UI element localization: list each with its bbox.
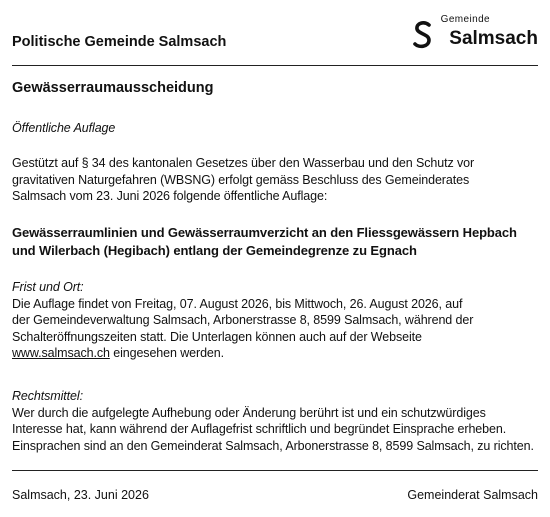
intro-line: Gestützt auf § 34 des kantonalen Gesetzes über den Wasserbau und den Schutz vor xyxy=(12,156,475,170)
frist-line xyxy=(12,345,538,362)
intro-line: Salmsach vom 23. Juni 2026 folgende öffentliche Auflage: xyxy=(12,189,328,203)
intro-paragraph xyxy=(12,155,538,205)
rechtsmittel-heading: Rechtsmittel: xyxy=(12,389,83,403)
logo-text-big: Salmsach xyxy=(449,28,538,49)
frist-line: Die Auflage findet von Freitag, 07. August 2026, bis Mittwoch, 26. August 2026, auf xyxy=(12,296,463,311)
rechtsmittel-section xyxy=(12,388,538,454)
notice-title: Gewässerraumausscheidung xyxy=(12,80,214,96)
place-date: Salmsach, 23. Juni 2026 xyxy=(12,488,149,502)
header-divider xyxy=(12,65,538,66)
official-notice xyxy=(12,0,538,517)
logo-text-small: Gemeinde xyxy=(440,14,490,25)
frist-section xyxy=(12,279,538,362)
footer-divider xyxy=(12,470,538,471)
intro-line: gravitativen Naturgefahren (WBSNG) erfolgt gemäss Beschluss des Gemeinderates xyxy=(12,172,470,187)
frist-heading: Frist und Ort: xyxy=(12,280,84,294)
signature: Gemeinderat Salmsach xyxy=(407,488,538,502)
subject-line: und Wilerbach (Hegibach) entlang der Gemeindegrenze zu Egnach xyxy=(12,243,417,258)
rechtsmittel-line: Wer durch die aufgelegte Aufhebung oder Änderung berührt ist und ein schutzwürdiges xyxy=(12,405,486,420)
rechtsmittel-line: Interesse hat, kann während der Auflagefrist schriftlich und begründet Einsprache erheben. xyxy=(12,422,507,436)
municipality-logo xyxy=(408,14,538,54)
subject-paragraph xyxy=(12,224,538,260)
website-link[interactable]: www.salmsach.ch xyxy=(12,346,110,360)
notice-subtitle: Öffentliche Auflage xyxy=(12,121,116,135)
frist-line: Schalteröffnungszeiten statt. Die Unterlagen können auch auf der Webseite xyxy=(12,329,422,344)
salmsach-logo-icon xyxy=(412,20,434,50)
issuer-title: Politische Gemeinde Salmsach xyxy=(12,34,227,50)
frist-line: der Gemeindeverwaltung Salmsach, Arbonerstrasse 8, 8599 Salmsach, während der xyxy=(12,313,474,327)
rechtsmittel-line: Einsprachen sind an den Gemeinderat Salmsach, Arbonerstrasse 8, 8599 Salmsach, zu richten. xyxy=(12,438,534,453)
website-suffix: eingesehen werden. xyxy=(109,346,225,360)
subject-line: Gewässerraumlinien und Gewässerraumverzicht an den Fliessgewässern Hepbach xyxy=(12,225,517,240)
